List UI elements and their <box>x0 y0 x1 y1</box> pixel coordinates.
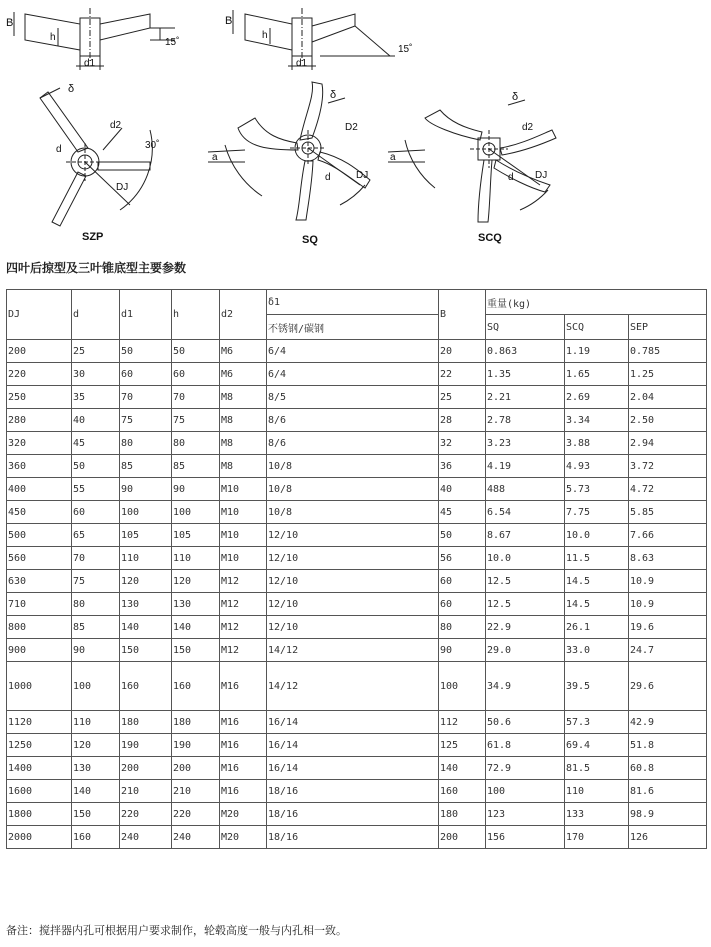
cell-scq: 4.93 <box>565 455 629 478</box>
table-row <box>7 757 707 780</box>
cell-sep: 2.50 <box>629 409 707 432</box>
cell-h: 190 <box>172 734 220 757</box>
side-view-middle <box>233 8 395 70</box>
cell-d1: 180 <box>120 711 172 734</box>
cell-dj: 900 <box>7 639 72 662</box>
cell-sep: 3.72 <box>629 455 707 478</box>
cell-h: 75 <box>172 409 220 432</box>
cell-sq: 0.863 <box>486 340 565 363</box>
cell-scq: 1.19 <box>565 340 629 363</box>
cell-delta: 12/10 <box>267 616 439 639</box>
cell-dj: 200 <box>7 340 72 363</box>
header-weight: 重量(kg) <box>486 290 707 315</box>
label-d-scq: d <box>508 172 514 183</box>
cell-sep: 7.66 <box>629 524 707 547</box>
cell-b: 50 <box>439 524 486 547</box>
cell-d1: 100 <box>120 501 172 524</box>
cell-d1: 140 <box>120 616 172 639</box>
cell-d: 140 <box>72 780 120 803</box>
cell-b: 32 <box>439 432 486 455</box>
cell-d2: M6 <box>220 363 267 386</box>
cell-b: 80 <box>439 616 486 639</box>
cell-scq: 14.5 <box>565 593 629 616</box>
impeller-drawings <box>0 0 711 258</box>
cell-dj: 630 <box>7 570 72 593</box>
cell-d: 75 <box>72 570 120 593</box>
cell-sq: 29.0 <box>486 639 565 662</box>
table-row <box>7 478 707 501</box>
header-d2: d2 <box>220 290 267 340</box>
cell-b: 125 <box>439 734 486 757</box>
label-b-middle: B <box>225 15 233 27</box>
cell-b: 140 <box>439 757 486 780</box>
header-sep: SEP <box>629 315 707 340</box>
cell-d: 100 <box>72 662 120 711</box>
cell-h: 90 <box>172 478 220 501</box>
cell-b: 112 <box>439 711 486 734</box>
cell-delta: 6/4 <box>267 363 439 386</box>
cell-sq: 2.21 <box>486 386 565 409</box>
cell-d1: 210 <box>120 780 172 803</box>
label-a-scq: a <box>390 152 396 163</box>
cell-d2: M8 <box>220 455 267 478</box>
cell-sq: 61.8 <box>486 734 565 757</box>
cell-sep: 0.785 <box>629 340 707 363</box>
cell-d1: 130 <box>120 593 172 616</box>
parameter-table <box>6 289 707 849</box>
cell-scq: 57.3 <box>565 711 629 734</box>
cell-d2: M12 <box>220 616 267 639</box>
footnote: 备注：搅拌器内孔可根据用户要求制作，轮毂高度一般与内孔相一致。 <box>6 924 347 937</box>
cell-h: 220 <box>172 803 220 826</box>
cell-sep: 42.9 <box>629 711 707 734</box>
cell-d: 30 <box>72 363 120 386</box>
header-delta-material: 不锈钢/碳钢 <box>267 315 439 340</box>
label-d1-left: d1 <box>84 58 96 69</box>
cell-b: 60 <box>439 570 486 593</box>
cell-d: 70 <box>72 547 120 570</box>
cell-sep: 5.85 <box>629 501 707 524</box>
cell-sq: 100 <box>486 780 565 803</box>
cell-d1: 85 <box>120 455 172 478</box>
caption-scq: SCQ <box>478 232 502 244</box>
cell-dj: 710 <box>7 593 72 616</box>
cell-dj: 320 <box>7 432 72 455</box>
cell-sq: 156 <box>486 826 565 849</box>
cell-sq: 12.5 <box>486 593 565 616</box>
cell-scq: 81.5 <box>565 757 629 780</box>
table-row <box>7 409 707 432</box>
table-row <box>7 639 707 662</box>
cell-d1: 240 <box>120 826 172 849</box>
cell-dj: 500 <box>7 524 72 547</box>
caption-sq: SQ <box>302 234 318 246</box>
table-header-row <box>7 290 707 315</box>
cell-d: 55 <box>72 478 120 501</box>
cell-delta: 6/4 <box>267 340 439 363</box>
label-angle-30: 30˚ <box>145 140 160 151</box>
cell-sq: 2.78 <box>486 409 565 432</box>
cell-d2: M10 <box>220 547 267 570</box>
cell-delta: 18/16 <box>267 826 439 849</box>
cell-d2: M10 <box>220 501 267 524</box>
cell-b: 20 <box>439 340 486 363</box>
cell-b: 40 <box>439 478 486 501</box>
cell-sq: 1.35 <box>486 363 565 386</box>
label-b-left: B <box>6 17 14 29</box>
cell-sq: 123 <box>486 803 565 826</box>
table-row <box>7 524 707 547</box>
cell-h: 100 <box>172 501 220 524</box>
cell-d1: 75 <box>120 409 172 432</box>
label-dj-szp: DJ <box>116 182 129 193</box>
cell-d2: M8 <box>220 386 267 409</box>
cell-sep: 24.7 <box>629 639 707 662</box>
cell-scq: 2.69 <box>565 386 629 409</box>
cell-d: 130 <box>72 757 120 780</box>
cell-b: 180 <box>439 803 486 826</box>
cell-b: 200 <box>439 826 486 849</box>
cell-d2: M12 <box>220 593 267 616</box>
cell-h: 130 <box>172 593 220 616</box>
cell-h: 80 <box>172 432 220 455</box>
cell-delta: 18/16 <box>267 803 439 826</box>
cell-dj: 560 <box>7 547 72 570</box>
cell-d: 120 <box>72 734 120 757</box>
cell-d: 160 <box>72 826 120 849</box>
cell-h: 240 <box>172 826 220 849</box>
cell-sq: 6.54 <box>486 501 565 524</box>
cell-d1: 105 <box>120 524 172 547</box>
cell-d2: M8 <box>220 432 267 455</box>
cell-d: 60 <box>72 501 120 524</box>
cell-dj: 400 <box>7 478 72 501</box>
cell-sep: 51.8 <box>629 734 707 757</box>
cell-delta: 10/8 <box>267 478 439 501</box>
cell-h: 200 <box>172 757 220 780</box>
cell-sep: 60.8 <box>629 757 707 780</box>
label-delta-scq: δ <box>512 91 519 103</box>
cell-dj: 220 <box>7 363 72 386</box>
cell-sep: 19.6 <box>629 616 707 639</box>
table-row <box>7 547 707 570</box>
cell-scq: 110 <box>565 780 629 803</box>
header-d1: d1 <box>120 290 172 340</box>
cell-dj: 1120 <box>7 711 72 734</box>
table-row <box>7 340 707 363</box>
cell-dj: 2000 <box>7 826 72 849</box>
label-d1-middle: d1 <box>296 58 308 69</box>
cell-sq: 34.9 <box>486 662 565 711</box>
cell-scq: 3.34 <box>565 409 629 432</box>
label-a-sq: a <box>212 152 218 163</box>
cell-sep: 10.9 <box>629 570 707 593</box>
cell-sep: 10.9 <box>629 593 707 616</box>
cell-h: 85 <box>172 455 220 478</box>
cell-sep: 126 <box>629 826 707 849</box>
cell-scq: 26.1 <box>565 616 629 639</box>
cell-sep: 1.25 <box>629 363 707 386</box>
cell-dj: 1400 <box>7 757 72 780</box>
label-dj-scq: DJ <box>535 170 548 181</box>
cell-d1: 50 <box>120 340 172 363</box>
scq-plan-view <box>388 100 556 222</box>
label-dj-sq: DJ <box>356 170 369 181</box>
cell-b: 25 <box>439 386 486 409</box>
table-row <box>7 780 707 803</box>
label-angle-15-left: 15˚ <box>165 37 180 48</box>
header-d: d <box>72 290 120 340</box>
cell-sq: 3.23 <box>486 432 565 455</box>
cell-d1: 200 <box>120 757 172 780</box>
header-b: B <box>439 290 486 340</box>
cell-d2: M16 <box>220 662 267 711</box>
table-body <box>7 340 707 849</box>
header-dj: DJ <box>7 290 72 340</box>
cell-h: 160 <box>172 662 220 711</box>
cell-d1: 190 <box>120 734 172 757</box>
caption-szp: SZP <box>82 231 104 243</box>
cell-b: 60 <box>439 593 486 616</box>
label-h-middle: h <box>262 30 268 41</box>
cell-delta: 8/5 <box>267 386 439 409</box>
cell-scq: 11.5 <box>565 547 629 570</box>
cell-delta: 16/14 <box>267 757 439 780</box>
cell-sep: 2.04 <box>629 386 707 409</box>
cell-d2: M16 <box>220 757 267 780</box>
cell-delta: 12/10 <box>267 524 439 547</box>
cell-delta: 12/10 <box>267 593 439 616</box>
cell-d: 25 <box>72 340 120 363</box>
cell-d: 110 <box>72 711 120 734</box>
cell-d2: M16 <box>220 734 267 757</box>
cell-delta: 12/10 <box>267 570 439 593</box>
table-row <box>7 734 707 757</box>
cell-d2: M20 <box>220 803 267 826</box>
cell-d2: M12 <box>220 639 267 662</box>
cell-d1: 70 <box>120 386 172 409</box>
table-row <box>7 432 707 455</box>
cell-sep: 2.94 <box>629 432 707 455</box>
cell-b: 45 <box>439 501 486 524</box>
cell-dj: 1250 <box>7 734 72 757</box>
cell-sq: 10.0 <box>486 547 565 570</box>
cell-b: 100 <box>439 662 486 711</box>
cell-scq: 5.73 <box>565 478 629 501</box>
table-row <box>7 593 707 616</box>
cell-b: 28 <box>439 409 486 432</box>
cell-d1: 120 <box>120 570 172 593</box>
cell-scq: 133 <box>565 803 629 826</box>
label-d2-scq: d2 <box>522 122 534 133</box>
label-h-left: h <box>50 32 56 43</box>
cell-d1: 150 <box>120 639 172 662</box>
cell-h: 50 <box>172 340 220 363</box>
table-row <box>7 363 707 386</box>
cell-sep: 98.9 <box>629 803 707 826</box>
cell-h: 110 <box>172 547 220 570</box>
cell-d: 85 <box>72 616 120 639</box>
cell-dj: 1600 <box>7 780 72 803</box>
cell-d: 65 <box>72 524 120 547</box>
cell-sep: 8.63 <box>629 547 707 570</box>
header-scq: SCQ <box>565 315 629 340</box>
table-row <box>7 711 707 734</box>
cell-delta: 10/8 <box>267 455 439 478</box>
cell-dj: 280 <box>7 409 72 432</box>
cell-scq: 7.75 <box>565 501 629 524</box>
cell-h: 105 <box>172 524 220 547</box>
cell-d1: 220 <box>120 803 172 826</box>
header-h: h <box>172 290 220 340</box>
sq-plan-view <box>208 82 370 220</box>
table-row <box>7 616 707 639</box>
cell-d1: 160 <box>120 662 172 711</box>
cell-dj: 250 <box>7 386 72 409</box>
cell-d2: M10 <box>220 478 267 501</box>
cell-h: 210 <box>172 780 220 803</box>
table-row <box>7 570 707 593</box>
label-delta-sq: δ <box>330 89 337 101</box>
cell-scq: 14.5 <box>565 570 629 593</box>
cell-d1: 80 <box>120 432 172 455</box>
cell-h: 150 <box>172 639 220 662</box>
cell-delta: 16/14 <box>267 711 439 734</box>
cell-b: 36 <box>439 455 486 478</box>
cell-sq: 12.5 <box>486 570 565 593</box>
label-d2-szp: d2 <box>110 120 122 131</box>
cell-scq: 69.4 <box>565 734 629 757</box>
cell-sq: 8.67 <box>486 524 565 547</box>
table-row <box>7 662 707 711</box>
cell-d: 40 <box>72 409 120 432</box>
cell-delta: 16/14 <box>267 734 439 757</box>
cell-scq: 170 <box>565 826 629 849</box>
cell-d1: 60 <box>120 363 172 386</box>
table-row <box>7 455 707 478</box>
cell-h: 120 <box>172 570 220 593</box>
label-d2-sq: D2 <box>345 122 358 133</box>
cell-sep: 81.6 <box>629 780 707 803</box>
cell-d2: M10 <box>220 524 267 547</box>
cell-sep: 29.6 <box>629 662 707 711</box>
cell-delta: 18/16 <box>267 780 439 803</box>
cell-d2: M6 <box>220 340 267 363</box>
cell-scq: 39.5 <box>565 662 629 711</box>
cell-scq: 3.88 <box>565 432 629 455</box>
cell-sq: 22.9 <box>486 616 565 639</box>
cell-delta: 8/6 <box>267 432 439 455</box>
cell-h: 60 <box>172 363 220 386</box>
cell-scq: 10.0 <box>565 524 629 547</box>
cell-h: 140 <box>172 616 220 639</box>
cell-d1: 110 <box>120 547 172 570</box>
cell-d2: M12 <box>220 570 267 593</box>
cell-d: 35 <box>72 386 120 409</box>
cell-h: 180 <box>172 711 220 734</box>
szp-plan-view <box>40 88 152 226</box>
cell-delta: 14/12 <box>267 662 439 711</box>
cell-dj: 1000 <box>7 662 72 711</box>
header-sq: SQ <box>486 315 565 340</box>
cell-delta: 12/10 <box>267 547 439 570</box>
cell-delta: 14/12 <box>267 639 439 662</box>
cell-b: 160 <box>439 780 486 803</box>
cell-delta: 8/6 <box>267 409 439 432</box>
cell-d: 90 <box>72 639 120 662</box>
label-d-szp: d <box>56 144 62 155</box>
cell-b: 22 <box>439 363 486 386</box>
cell-delta: 10/8 <box>267 501 439 524</box>
section-title: 四叶后掠型及三叶锥底型主要参数 <box>6 261 187 275</box>
cell-dj: 1800 <box>7 803 72 826</box>
table-row <box>7 501 707 524</box>
cell-sq: 72.9 <box>486 757 565 780</box>
table-row <box>7 826 707 849</box>
cell-d2: M8 <box>220 409 267 432</box>
cell-d: 80 <box>72 593 120 616</box>
cell-scq: 1.65 <box>565 363 629 386</box>
cell-dj: 800 <box>7 616 72 639</box>
cell-d: 50 <box>72 455 120 478</box>
cell-sep: 4.72 <box>629 478 707 501</box>
label-delta-szp: δ <box>68 83 75 95</box>
cell-d: 150 <box>72 803 120 826</box>
cell-sq: 4.19 <box>486 455 565 478</box>
cell-d2: M16 <box>220 711 267 734</box>
cell-dj: 360 <box>7 455 72 478</box>
cell-b: 56 <box>439 547 486 570</box>
cell-b: 90 <box>439 639 486 662</box>
label-d-sq: d <box>325 172 331 183</box>
cell-d2: M16 <box>220 780 267 803</box>
label-angle-15-middle: 15˚ <box>398 44 413 55</box>
table-row <box>7 386 707 409</box>
header-delta: δ1 <box>267 290 439 315</box>
cell-sq: 488 <box>486 478 565 501</box>
cell-scq: 33.0 <box>565 639 629 662</box>
cell-sq: 50.6 <box>486 711 565 734</box>
cell-h: 70 <box>172 386 220 409</box>
cell-d1: 90 <box>120 478 172 501</box>
cell-d2: M20 <box>220 826 267 849</box>
cell-d: 45 <box>72 432 120 455</box>
table-row <box>7 803 707 826</box>
cell-dj: 450 <box>7 501 72 524</box>
